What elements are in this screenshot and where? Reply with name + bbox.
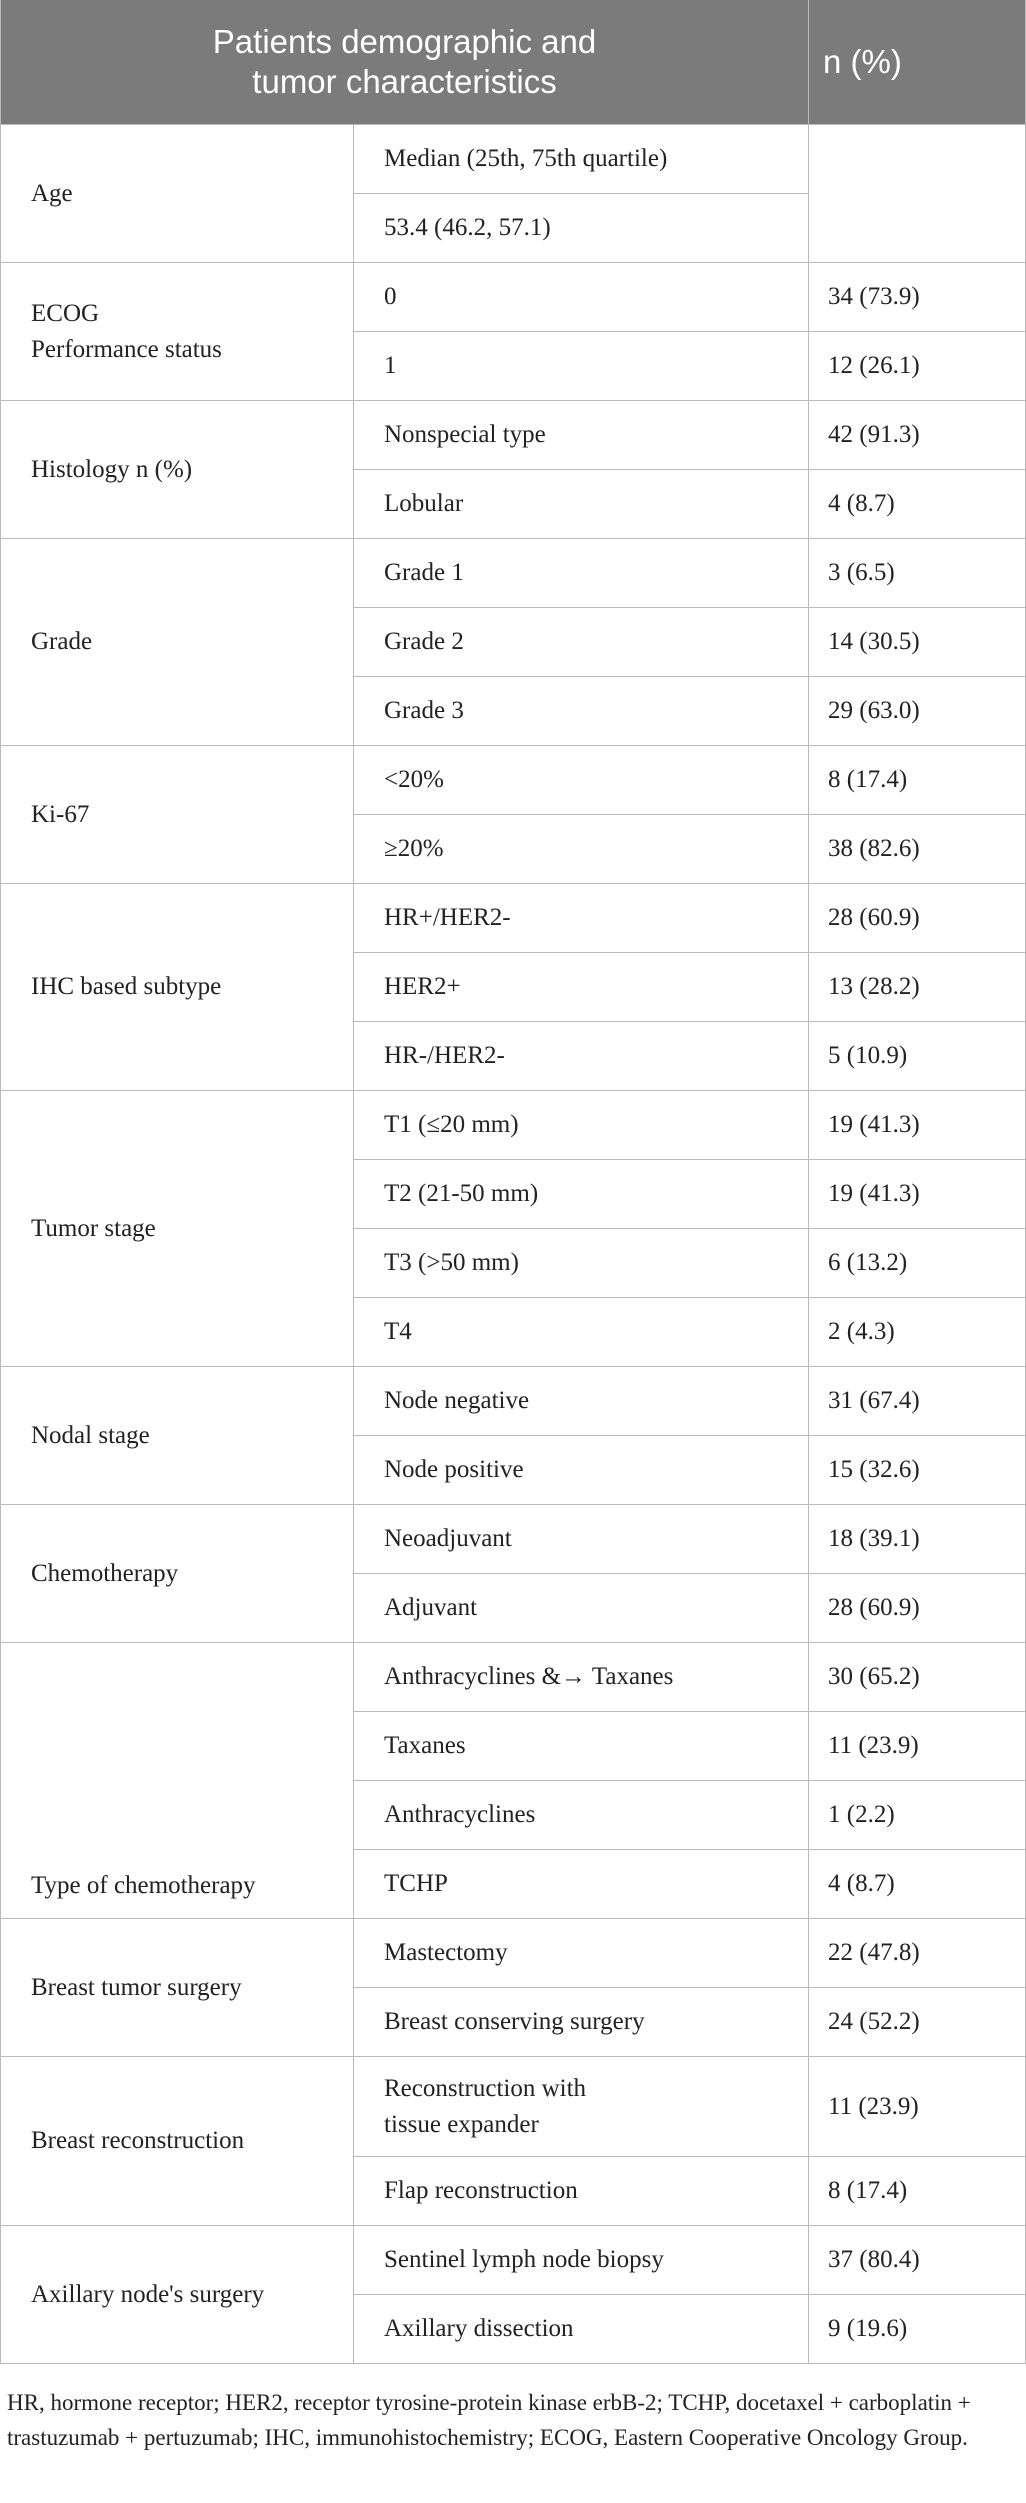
header-line-2: tumor characteristics xyxy=(252,63,557,100)
item-label: Mastectomy xyxy=(354,1919,809,1988)
item-value: 13 (28.2) xyxy=(809,953,1026,1022)
item-value: 28 (60.9) xyxy=(809,1574,1026,1643)
item-label-line1: Reconstruction with xyxy=(384,2074,587,2102)
item-value: 11 (23.9) xyxy=(809,1712,1026,1781)
item-label: Nonspecial type xyxy=(354,401,809,470)
table-row xyxy=(1,2226,1026,2295)
item-label: Grade 1 xyxy=(354,539,809,608)
item-label: <20% xyxy=(354,746,809,815)
item-value-empty xyxy=(809,125,1026,263)
item-value: 8 (17.4) xyxy=(809,2157,1026,2226)
item-label xyxy=(354,2057,809,2157)
item-value: 38 (82.6) xyxy=(809,815,1026,884)
table-row xyxy=(1,539,1026,608)
item-value: 19 (41.3) xyxy=(809,1160,1026,1229)
item-value: 42 (91.3) xyxy=(809,401,1026,470)
item-label: Anthracyclines xyxy=(354,1781,809,1850)
item-label-line2: tissue expander xyxy=(384,2110,539,2138)
item-value: 2 (4.3) xyxy=(809,1298,1026,1367)
item-label: Node negative xyxy=(354,1367,809,1436)
table-row xyxy=(1,884,1026,953)
category-histology: Histology n (%) xyxy=(1,401,354,539)
item-label: Node positive xyxy=(354,1436,809,1505)
header-n-percent: n (%) xyxy=(809,0,1026,125)
header-line-1: Patients demographic and xyxy=(212,23,597,60)
item-value: 22 (47.8) xyxy=(809,1919,1026,1988)
item-label: Breast conserving surgery xyxy=(354,1988,809,2057)
category-tumor-stage: Tumor stage xyxy=(1,1091,354,1367)
item-label: Grade 2 xyxy=(354,608,809,677)
category-ecog-line1: ECOG xyxy=(31,299,100,327)
category-ihc: IHC based subtype xyxy=(1,884,354,1091)
category-age: Age xyxy=(1,125,354,263)
item-value: 19 (41.3) xyxy=(809,1091,1026,1160)
table-row xyxy=(1,1505,1026,1574)
table-row xyxy=(1,746,1026,815)
item-label: T1 (≤20 mm) xyxy=(354,1091,809,1160)
item-label: Taxanes xyxy=(354,1712,809,1781)
table-row xyxy=(1,1919,1026,1988)
item-value: 12 (26.1) xyxy=(809,332,1026,401)
category-ecog xyxy=(1,263,354,401)
item-label: HER2+ xyxy=(354,953,809,1022)
table-header-row xyxy=(1,0,1026,125)
category-axillary-surgery: Axillary node's surgery xyxy=(1,2226,354,2364)
item-label: Anthracyclines &→ Taxanes xyxy=(354,1643,809,1712)
item-label: 1 xyxy=(354,332,809,401)
table-row xyxy=(1,1643,1026,1712)
category-chemotherapy: Chemotherapy xyxy=(1,1505,354,1643)
item-value: 3 (6.5) xyxy=(809,539,1026,608)
item-label: Flap reconstruction xyxy=(354,2157,809,2226)
item-label: 53.4 (46.2, 57.1) xyxy=(354,194,809,263)
item-label: TCHP xyxy=(354,1850,809,1919)
item-value: 15 (32.6) xyxy=(809,1436,1026,1505)
table-row xyxy=(1,1091,1026,1160)
table-row xyxy=(1,125,1026,194)
item-label: T3 (>50 mm) xyxy=(354,1229,809,1298)
item-value: 18 (39.1) xyxy=(809,1505,1026,1574)
item-value: 9 (19.6) xyxy=(809,2295,1026,2364)
item-label: HR-/HER2- xyxy=(354,1022,809,1091)
category-grade: Grade xyxy=(1,539,354,746)
item-value: 24 (52.2) xyxy=(809,1988,1026,2057)
item-value: 1 (2.2) xyxy=(809,1781,1026,1850)
table-footnote: HR, hormone receptor; HER2, receptor tyrosine-protein kinase erbB-2; TCHP, docetaxel + carboplatin + trastuzumab + pertuzumab; IHC, immunohistochemistry; ECOG, Eastern Cooperative Oncology Group. xyxy=(7,2390,971,2450)
item-label: Neoadjuvant xyxy=(354,1505,809,1574)
item-label: Grade 3 xyxy=(354,677,809,746)
header-characteristics xyxy=(1,0,809,125)
category-ecog-line2: Performance status xyxy=(31,335,222,363)
item-label: T2 (21-50 mm) xyxy=(354,1160,809,1229)
category-nodal-stage: Nodal stage xyxy=(1,1367,354,1505)
item-label: Sentinel lymph node biopsy xyxy=(354,2226,809,2295)
item-value: 28 (60.9) xyxy=(809,884,1026,953)
item-value: 30 (65.2) xyxy=(809,1643,1026,1712)
table-row xyxy=(1,401,1026,470)
table-row xyxy=(1,263,1026,332)
category-ki67: Ki-67 xyxy=(1,746,354,884)
item-label: Median (25th, 75th quartile) xyxy=(354,125,809,194)
category-chemo-type: Type of chemotherapy xyxy=(1,1643,354,1919)
item-label: ≥20% xyxy=(354,815,809,884)
table-row xyxy=(1,1367,1026,1436)
category-breast-reconstruction: Breast reconstruction xyxy=(1,2057,354,2226)
table-row xyxy=(1,2057,1026,2157)
item-value: 37 (80.4) xyxy=(809,2226,1026,2295)
category-breast-surgery: Breast tumor surgery xyxy=(1,1919,354,2057)
item-label: HR+/HER2- xyxy=(354,884,809,953)
item-label: T4 xyxy=(354,1298,809,1367)
item-label: Adjuvant xyxy=(354,1574,809,1643)
item-label: 0 xyxy=(354,263,809,332)
item-label: Axillary dissection xyxy=(354,2295,809,2364)
item-value: 5 (10.9) xyxy=(809,1022,1026,1091)
item-value: 14 (30.5) xyxy=(809,608,1026,677)
item-value: 29 (63.0) xyxy=(809,677,1026,746)
item-value: 11 (23.9) xyxy=(809,2057,1026,2157)
item-value: 4 (8.7) xyxy=(809,1850,1026,1919)
item-value: 8 (17.4) xyxy=(809,746,1026,815)
item-value: 31 (67.4) xyxy=(809,1367,1026,1436)
item-value: 6 (13.2) xyxy=(809,1229,1026,1298)
item-label: Lobular xyxy=(354,470,809,539)
item-value: 34 (73.9) xyxy=(809,263,1026,332)
item-value: 4 (8.7) xyxy=(809,470,1026,539)
